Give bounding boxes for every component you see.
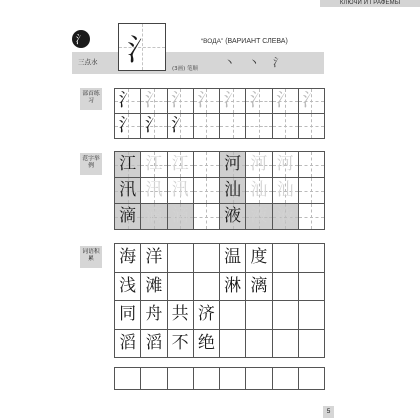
- cell-character: 舟: [145, 304, 163, 325]
- cell-character: 洋: [145, 247, 163, 268]
- cell-character: 液: [276, 206, 294, 226]
- cell-character: 氵: [118, 90, 137, 111]
- cell-character: 温: [224, 247, 242, 268]
- grid-cell: [141, 368, 167, 390]
- cell-character: 汛: [145, 180, 163, 200]
- radical-practice-grid: [114, 88, 325, 139]
- cell-character: 滴: [145, 206, 163, 226]
- grid-cell: [141, 244, 167, 273]
- grid-cell: [194, 330, 220, 359]
- grid-cell: [273, 152, 299, 178]
- grid-cell: [115, 368, 141, 390]
- grid-cell: [194, 89, 220, 114]
- grid-cell: [194, 244, 220, 273]
- cell-character: 度: [250, 247, 268, 268]
- cell-character: 绝: [197, 332, 215, 353]
- grid-cell: [299, 152, 325, 178]
- cell-character: 汕: [224, 180, 242, 200]
- grid-cell: [115, 244, 141, 273]
- radical-badge: [72, 30, 90, 48]
- grid-cell: [194, 273, 220, 302]
- grid-cell: [220, 244, 246, 273]
- cell-character: 河: [224, 154, 242, 174]
- grid-cell: [115, 89, 141, 114]
- grid-cell: [115, 178, 141, 204]
- grid-cell: [194, 368, 220, 390]
- grid-cell: [273, 204, 299, 230]
- grid-cell: [194, 301, 220, 330]
- cell-character: 氵: [171, 115, 190, 136]
- grid-cell: [246, 273, 272, 302]
- grid-cell: [246, 330, 272, 359]
- grid-cell: [168, 273, 194, 302]
- cell-character: 河: [250, 154, 268, 174]
- grid-cell: [194, 152, 220, 178]
- grid-cell: [246, 368, 272, 390]
- radical-main-box: [118, 23, 166, 71]
- cell-character: 汛: [171, 180, 189, 200]
- grid-cell: [299, 89, 325, 114]
- grid-cell: [168, 114, 194, 139]
- cell-character: 氵: [171, 90, 190, 111]
- cell-character: 液: [250, 206, 268, 226]
- grid-cell: [168, 178, 194, 204]
- radical-main-glyph: 氵: [127, 33, 157, 68]
- grid-cell: [299, 244, 325, 273]
- cell-character: 氵: [223, 90, 242, 111]
- grid-cell: [220, 178, 246, 204]
- cell-character: 滔: [119, 332, 137, 353]
- grid-cell: [246, 152, 272, 178]
- example-chars-grid: [114, 151, 325, 230]
- cell-character: 江: [171, 154, 189, 174]
- grid-cell: [168, 368, 194, 390]
- grid-cell: [168, 89, 194, 114]
- grid-cell: [220, 301, 246, 330]
- cell-character: 海: [119, 247, 137, 268]
- grid-cell: [299, 368, 325, 390]
- grid-cell: [220, 330, 246, 359]
- grid-cell: [194, 204, 220, 230]
- grid-cell: [115, 204, 141, 230]
- cell-character: 氵: [144, 90, 163, 111]
- grid-cell: [299, 114, 325, 139]
- cell-character: 江: [119, 154, 137, 174]
- grid-cell: [115, 301, 141, 330]
- grid-cell: [220, 273, 246, 302]
- stroke-count-label: (3画) 笔顺: [172, 66, 199, 72]
- grid-cell: [141, 204, 167, 230]
- grid-cell: [115, 114, 141, 139]
- grid-cell: [168, 301, 194, 330]
- grid-cell: [273, 330, 299, 359]
- grid-cell: [115, 330, 141, 359]
- grid-cell: [194, 178, 220, 204]
- grid-cell: [299, 273, 325, 302]
- grid-cell: [299, 301, 325, 330]
- grid-cell: [246, 114, 272, 139]
- radical-title: [201, 36, 288, 45]
- grid-cell: [141, 330, 167, 359]
- cell-character: 氵: [118, 115, 137, 136]
- grid-cell: [220, 152, 246, 178]
- section-label-words: 词语积累: [80, 246, 102, 268]
- cell-character: 滩: [145, 275, 163, 296]
- grid-cell: [220, 114, 246, 139]
- cell-character: 氵: [144, 115, 163, 136]
- grid-cell: [299, 204, 325, 230]
- cell-character: 济: [197, 304, 215, 325]
- grid-cell: [299, 330, 325, 359]
- radical-title-quoted: “ВОДА”: [201, 38, 224, 45]
- grid-cell: [220, 368, 246, 390]
- cell-character: 氵: [197, 90, 216, 111]
- cell-character: 江: [145, 154, 163, 174]
- grid-cell: [246, 301, 272, 330]
- grid-cell: [168, 244, 194, 273]
- cell-character: 淋: [224, 275, 242, 296]
- page-number: 5: [323, 406, 334, 418]
- cell-character: 汕: [250, 180, 268, 200]
- radical-badge-glyph: 氵: [75, 33, 87, 46]
- running-header: КЛЮЧИ И ГРАФЕМЫ: [320, 0, 420, 7]
- grid-cell: [246, 244, 272, 273]
- radical-name: 三点水: [78, 58, 98, 66]
- cell-character: 氵: [276, 90, 295, 111]
- cell-character: 河: [276, 154, 294, 174]
- cell-character: 同: [119, 304, 137, 325]
- grid-cell: [273, 368, 299, 390]
- grid-cell: [168, 152, 194, 178]
- grid-cell: [141, 178, 167, 204]
- grid-cell: [141, 152, 167, 178]
- grid-cell: [273, 178, 299, 204]
- cell-character: 共: [171, 304, 189, 325]
- grid-cell: [194, 114, 220, 139]
- grid-cell: [220, 89, 246, 114]
- grid-cell: [220, 204, 246, 230]
- cell-character: 汛: [119, 180, 137, 200]
- section-label-example-chars: 范字举例: [80, 153, 102, 175]
- grid-cell: [246, 89, 272, 114]
- word-grid: [114, 243, 325, 358]
- grid-cell: [168, 204, 194, 230]
- grid-cell: [115, 273, 141, 302]
- grid-cell: [168, 330, 194, 359]
- grid-cell: [246, 204, 272, 230]
- grid-cell: [299, 178, 325, 204]
- cell-character: 氵: [302, 90, 321, 111]
- cell-character: 滔: [145, 332, 163, 353]
- grid-cell: [273, 244, 299, 273]
- grid-cell: [141, 89, 167, 114]
- cell-character: 不: [171, 332, 189, 353]
- cell-character: 氵: [249, 90, 268, 111]
- grid-cell: [273, 89, 299, 114]
- grid-cell: [273, 301, 299, 330]
- cell-character: 漓: [250, 275, 268, 296]
- cell-character: 滴: [119, 206, 137, 226]
- grid-cell: [273, 273, 299, 302]
- cell-character: 液: [224, 206, 242, 226]
- cell-character: 汕: [276, 180, 294, 200]
- grid-cell: [246, 178, 272, 204]
- cell-character: 滴: [171, 206, 189, 226]
- grid-cell: [115, 152, 141, 178]
- grid-cell: [141, 114, 167, 139]
- radical-title-variant: (ВАРИАНТ СЛЕВА): [225, 38, 288, 45]
- grid-cell: [141, 301, 167, 330]
- section-label-radical-practice: 部首练习: [80, 88, 102, 110]
- grid-cell: [141, 273, 167, 302]
- stroke-order: 丶 丶 氵: [224, 56, 289, 69]
- blank-practice-grid: [114, 367, 325, 390]
- cell-character: 浅: [119, 275, 137, 296]
- grid-cell: [273, 114, 299, 139]
